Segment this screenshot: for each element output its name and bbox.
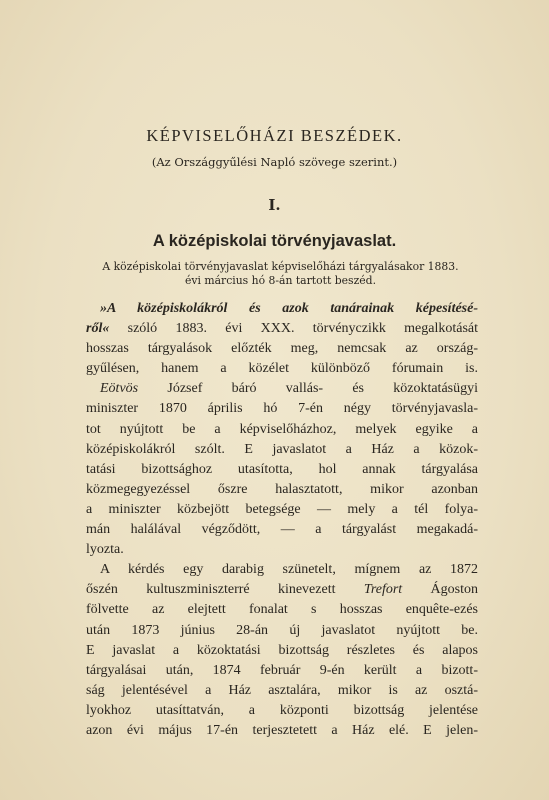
person-name: Trefort xyxy=(363,582,403,598)
page-subtitle: (Az Országgyűlési Napló szövege szerint.) xyxy=(151,155,398,169)
text-line: tárgyalásai után, 1874 február 9-én került a bizott- xyxy=(86,662,478,678)
chapter-number: I. xyxy=(268,196,281,214)
page-title: KÉPVISELŐHÁZI BESZÉDEK. xyxy=(146,126,403,145)
text-line xyxy=(86,299,478,319)
text-line xyxy=(86,379,478,399)
text-line: azon évi május 17-én terjesztetett a Ház elé. E jelen- xyxy=(86,722,478,738)
text-line: lyozta. xyxy=(86,542,124,558)
text-line: fölvette az elejtett fonalat s hosszas enquête-ezés xyxy=(86,602,478,618)
text-line: lyokhoz utasíttatván, a központi bizottság jelentése xyxy=(86,702,478,718)
person-name: Eötvös xyxy=(100,381,139,397)
text-line: a miniszter közbejött betegsége — mely a tél folya- xyxy=(86,501,478,517)
text-line: középiskolákról szólt. E javaslatot a Ház a közok- xyxy=(86,441,478,457)
text-line xyxy=(86,319,478,339)
text-line: közmegegyezéssel őszre halasztatott, mikor azonban xyxy=(86,481,478,497)
text-line: tatási bizottsághoz utasította, hol annak tárgyalása xyxy=(86,461,478,477)
text-line: után 1873 június 28-án új javaslatot nyújtott be. xyxy=(86,622,478,638)
intro-line: évi március hó 8-án tartott beszéd. xyxy=(184,274,376,287)
text-line: ság jelentésével a Ház asztalára, mikor is az osztá- xyxy=(86,682,478,698)
law-title-part: »A középiskolákról és azok tanárainak képesítésé- xyxy=(100,301,478,316)
law-title-part: ről« xyxy=(86,321,110,337)
text-line: mán halálával végződött, — a tárgyalást megakadá- xyxy=(86,522,478,538)
text-span: József báró vallás- és közoktatásügyi xyxy=(138,381,478,397)
intro-note xyxy=(88,260,473,288)
text-line: E javaslat a közoktatási bizottság részletes és alapos xyxy=(86,642,478,658)
text-span: Ágoston xyxy=(402,582,478,598)
body-text xyxy=(86,299,478,741)
text-line xyxy=(86,580,478,600)
intro-line: A középiskolai törvényjavaslat képviselőházi tárgyalásakor 1883. xyxy=(102,260,459,273)
text-line: miniszter 1870 április hó 7-én négy törvényjavasla- xyxy=(86,401,478,417)
text-line: A kérdés egy darabig szünetelt, mígnem az 1872 xyxy=(100,562,478,578)
text-span: őszén kultuszminiszterré kinevezett xyxy=(86,582,364,598)
text-line: tot nyújtott be a képviselőházhoz, melyek egyike a xyxy=(86,421,478,437)
text-line: hosszas tárgyalások előzték meg, nemcsak az ország- xyxy=(86,341,478,357)
text-span: szóló 1883. évi XXX. törvényczikk megalkotását xyxy=(109,321,478,337)
text-line: gyűlésen, hanem a közélet különböző fórumain is. xyxy=(86,361,478,377)
section-title: A középiskolai törvényjavaslat. xyxy=(152,232,397,250)
